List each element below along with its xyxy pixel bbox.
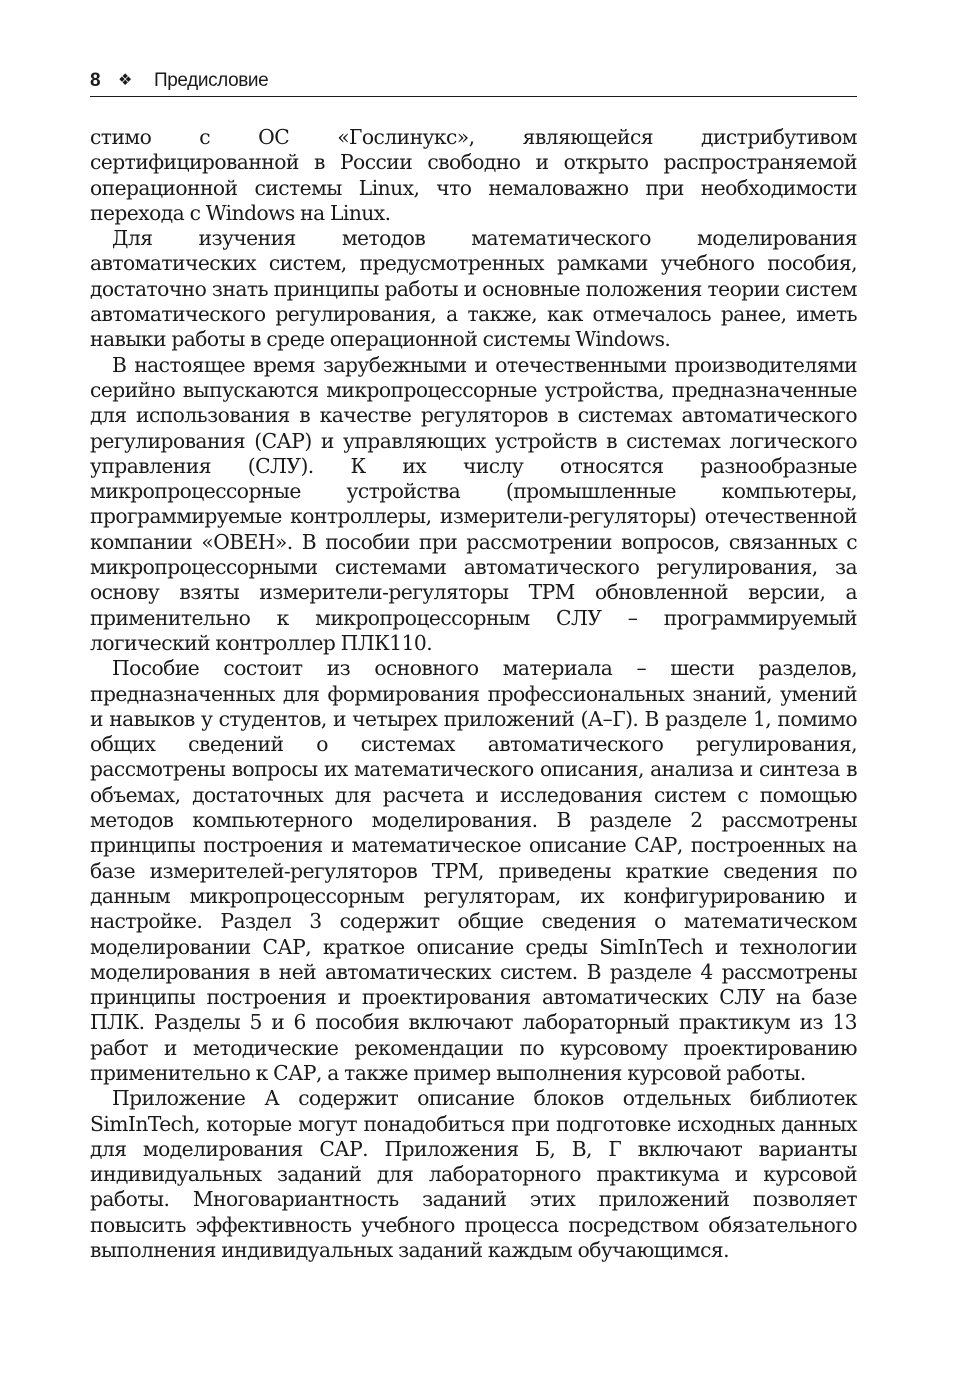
ornament-icon: ❖: [118, 72, 133, 89]
book-page: [90, 66, 857, 1263]
page-number: 8: [90, 70, 101, 91]
running-header: [90, 66, 857, 97]
paragraph: стимо с ОС «Гослинукс», являющейся дистрибутивом сертифицированной в России свободно и открыто распространяемой операционной системы Linux, что немаловажно при необходимости перехода с Windows на Linux.: [90, 125, 857, 225]
paragraph: Для изучения методов математического моделирования автоматических систем, предусмотренных рамками учебного пособия, достаточно знать принципы работы и основные положения теории систем автоматического регулирования, а также, как отмечалось ранее, иметь навыки работы в среде операционной системы Windows.: [90, 226, 857, 352]
paragraph: В настоящее время зарубежными и отечественными производителями серийно выпускаются микропроцессорные устройства, предназначенные для использования в качестве регуляторов в системах автоматического регулирования (САР) и управляющих устройств в системах логического управления (СЛУ). К их числу относятся разнообразные микропроцессорные устройства (промышленные компьютеры, программируемые контроллеры, измерители-регуляторы) отечественной компании «ОВЕН». В пособии при рассмотрении вопросов, связанных с микропроцессорными системами автоматического регулирования, за основу взяты измерители-регуляторы ТРМ обновленной версии, а применительно к микропроцессорным СЛУ – программируемый логический контроллер ПЛК110.: [90, 352, 857, 655]
body-text: [90, 125, 857, 1263]
section-title: Предисловие: [154, 70, 269, 91]
paragraph: Пособие состоит из основного материала – шести разделов, предназначенных для формирования профессиональных знаний, умений и навыков у студентов, и четырех приложений (А–Г). В разделе 1, помимо общих сведений о системах автоматического регулирования, рассмотрены вопросы их математического описания, анализа и синтеза в объемах, достаточных для расчета и исследования систем с помощью методов компьютерного моделирования. В разделе 2 рассмотрены принципы построения и математическое описание САР, построенных на базе измерителей-регуляторов ТРМ, приведены краткие сведения по данным микропроцессорным регуляторам, их конфигурированию и настройке. Раздел 3 содержит общие сведения о математическом моделировании САР, краткое описание среды SimInTech и технологии моделирования в ней автоматических систем. В разделе 4 рассмотрены принципы построения и проектирования автоматических СЛУ на базе ПЛК. Разделы 5 и 6 пособия включают лабораторный практикум из 13 работ и методические рекомендации по курсовому проектированию применительно к САР, а также пример выполнения курсовой работы.: [90, 656, 857, 1085]
paragraph: Приложение А содержит описание блоков отдельных библиотек SimInTech, которые могут понадобиться при подготовке исходных данных для моделирования САР. Приложения Б, В, Г включают варианты индивидуальных заданий для лабораторного практикума и курсовой работы. Многовариантность заданий этих приложений позволяет повысить эффективность учебного процесса посредством обязательного выполнения индивидуальных заданий каждым обучающимся.: [90, 1086, 857, 1263]
